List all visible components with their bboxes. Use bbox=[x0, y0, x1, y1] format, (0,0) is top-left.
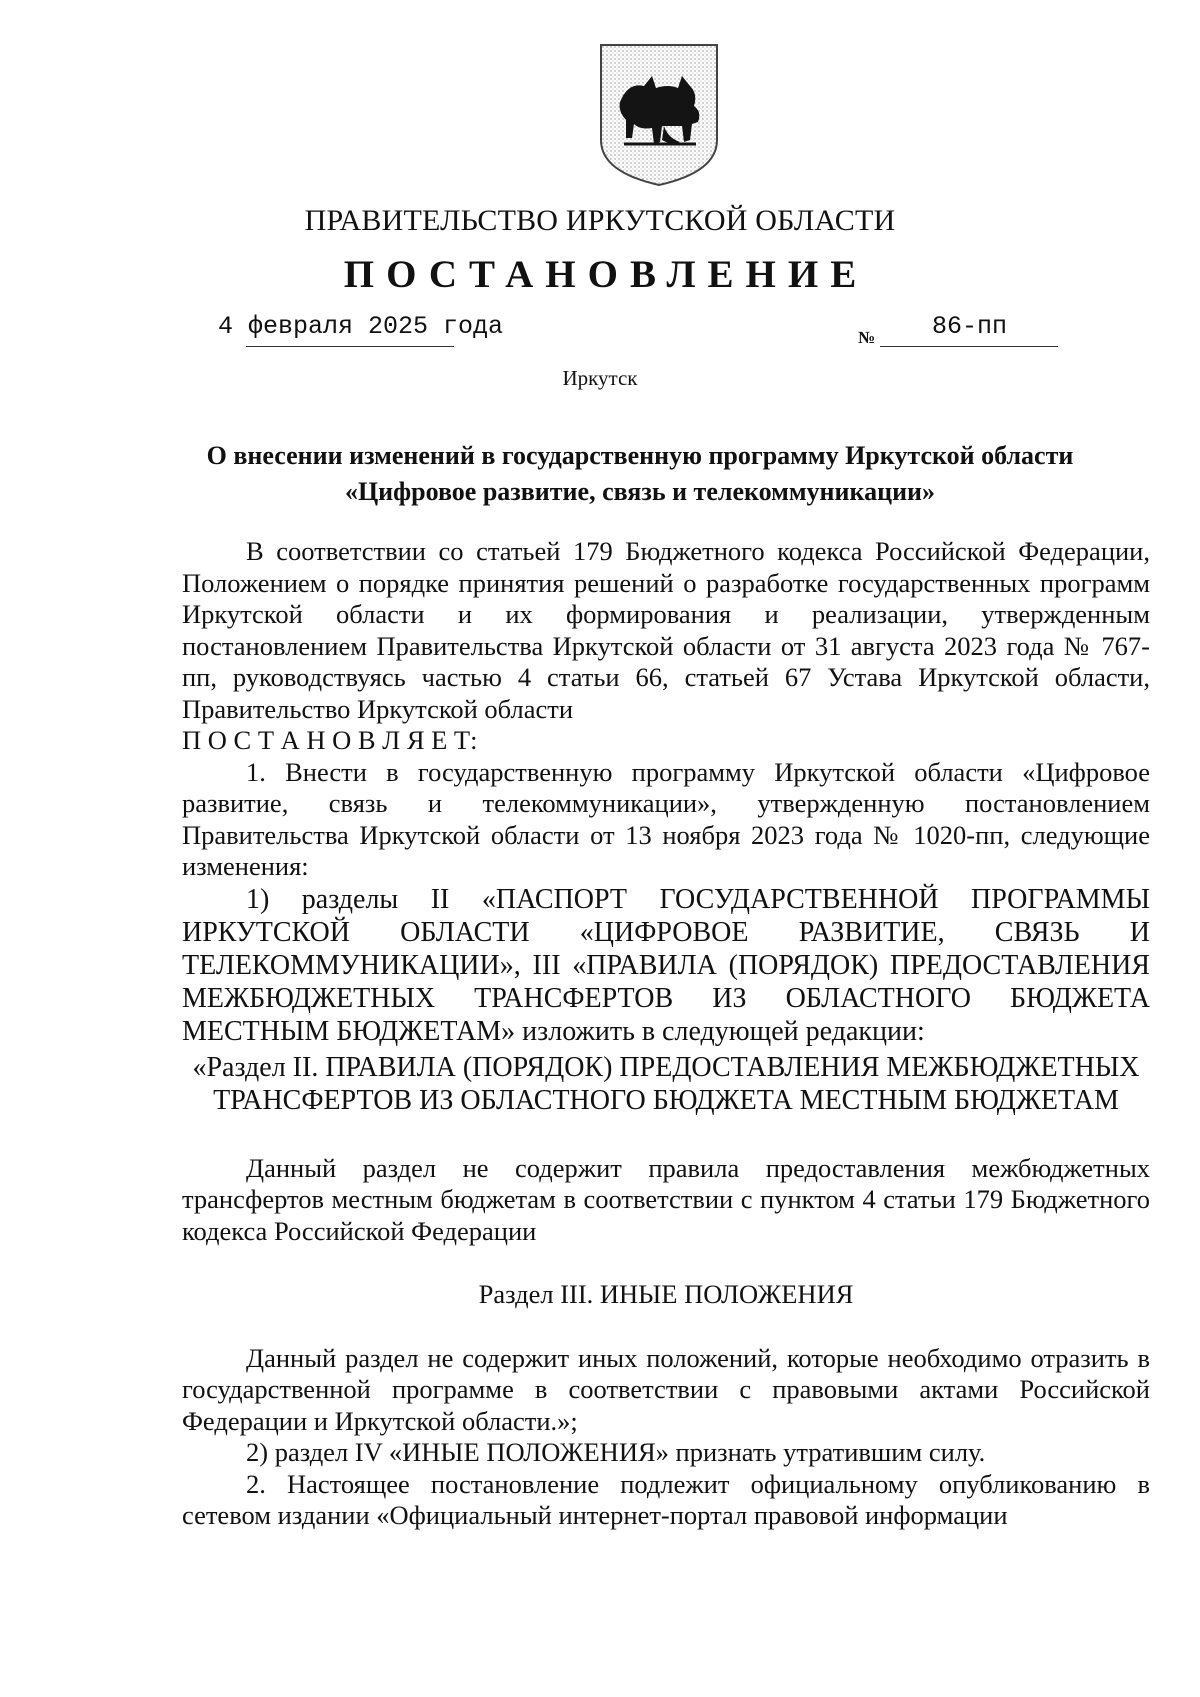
date-underline bbox=[246, 346, 454, 347]
city-name: Иркутск bbox=[562, 366, 638, 390]
decides-heading: П О С Т А Н О В Л Я Е Т: bbox=[182, 725, 478, 755]
section-2-title-line-1: «Раздел II. ПРАВИЛА (ПОРЯДОК) ПРЕДОСТАВЛЕНИЯ МЕЖБЮДЖЕТНЫХ bbox=[192, 1051, 1140, 1083]
coat-of-arms-icon bbox=[598, 42, 720, 188]
decree-subject bbox=[150, 438, 1130, 510]
item-1-paragraph: 1. Внести в государственную программу Иркутской области «Цифровое развитие, связь и телекоммуникации», утвержденную постановлением Правительства Иркутской области от 13 ноября 2023 года № 1020-пп, следующие изменения: bbox=[182, 756, 1150, 881]
number-label: № bbox=[858, 328, 876, 347]
document-body bbox=[182, 536, 1150, 1532]
section-2-text: Данный раздел не содержит правила предоставления межбюджетных трансфертов местным бюджетам в соответствии с пунктом 4 статьи 179 Бюджетного кодекса Российской Федерации bbox=[182, 1152, 1150, 1246]
section-3-title: Раздел III. ИНЫЕ ПОЛОЖЕНИЯ bbox=[478, 1279, 854, 1309]
item-2-paragraph: 2. Настоящее постановление подлежит официальному опубликованию в сетевом издании «Официальный интернет-портал правовой информации bbox=[182, 1468, 1150, 1530]
preamble-paragraph: В соответствии со статьей 179 Бюджетного кодекса Российской Федерации, Положением о порядке принятия решений о разработке государственных программ Иркутской области и их формирования и реализации, утвержденным постановлением Правительства Иркутской области от 31 августа 2023 года № 767-пп, руководствуясь частью 4 статьи 66, статьей 67 Устава Иркутской области, Правительство Иркутской области bbox=[182, 536, 1150, 724]
section-2-title-line-2: ТРАНСФЕРТОВ ИЗ ОБЛАСТНОГО БЮДЖЕТА МЕСТНЫМ БЮДЖЕТАМ bbox=[213, 1084, 1119, 1116]
item-1-2-paragraph: 2) раздел IV «ИНЫЕ ПОЛОЖЕНИЯ» признать утратившим силу. bbox=[246, 1437, 986, 1467]
document-type-title: ПОСТАНОВЛЕНИЕ bbox=[343, 253, 869, 296]
spacer bbox=[182, 1247, 1150, 1279]
number-underline bbox=[880, 346, 1058, 347]
spacer bbox=[182, 1311, 1150, 1343]
decree-date: 4 февраля 2025 года bbox=[218, 312, 504, 341]
section-3-text: Данный раздел не содержит иных положений, которые необходимо отразить в государственной программе в соответствии с правовыми актами Российской Федерации и Иркутской области.»; bbox=[182, 1342, 1150, 1436]
decree-number: 86-пп bbox=[932, 312, 1008, 341]
subject-line-2: «Цифровое развитие, связь и телекоммуникации» bbox=[344, 477, 936, 506]
spacer bbox=[182, 1117, 1150, 1153]
government-title: ПРАВИТЕЛЬСТВО ИРКУТСКОЙ ОБЛАСТИ bbox=[304, 204, 896, 237]
item-1-1-paragraph: 1) разделы II «ПАСПОРТ ГОСУДАРСТВЕННОЙ ПРОГРАММЫ ИРКУТСКОЙ ОБЛАСТИ «ЦИФРОВОЕ РАЗВИТИЕ, СВЯЗЬ И ТЕЛЕКОММУНИКАЦИИ», III «ПРАВИЛА (ПОРЯДОК) ПРЕДОСТАВЛЕНИЯ МЕЖБЮДЖЕТНЫХ ТРАНСФЕРТОВ ИЗ ОБЛАСТНОГО БЮДЖЕТА МЕСТНЫМ БЮДЖЕТАМ» изложить в следующей редакции: bbox=[182, 883, 1150, 1047]
subject-line-1: О внесении изменений в государственную программу Иркутской области bbox=[206, 441, 1074, 470]
